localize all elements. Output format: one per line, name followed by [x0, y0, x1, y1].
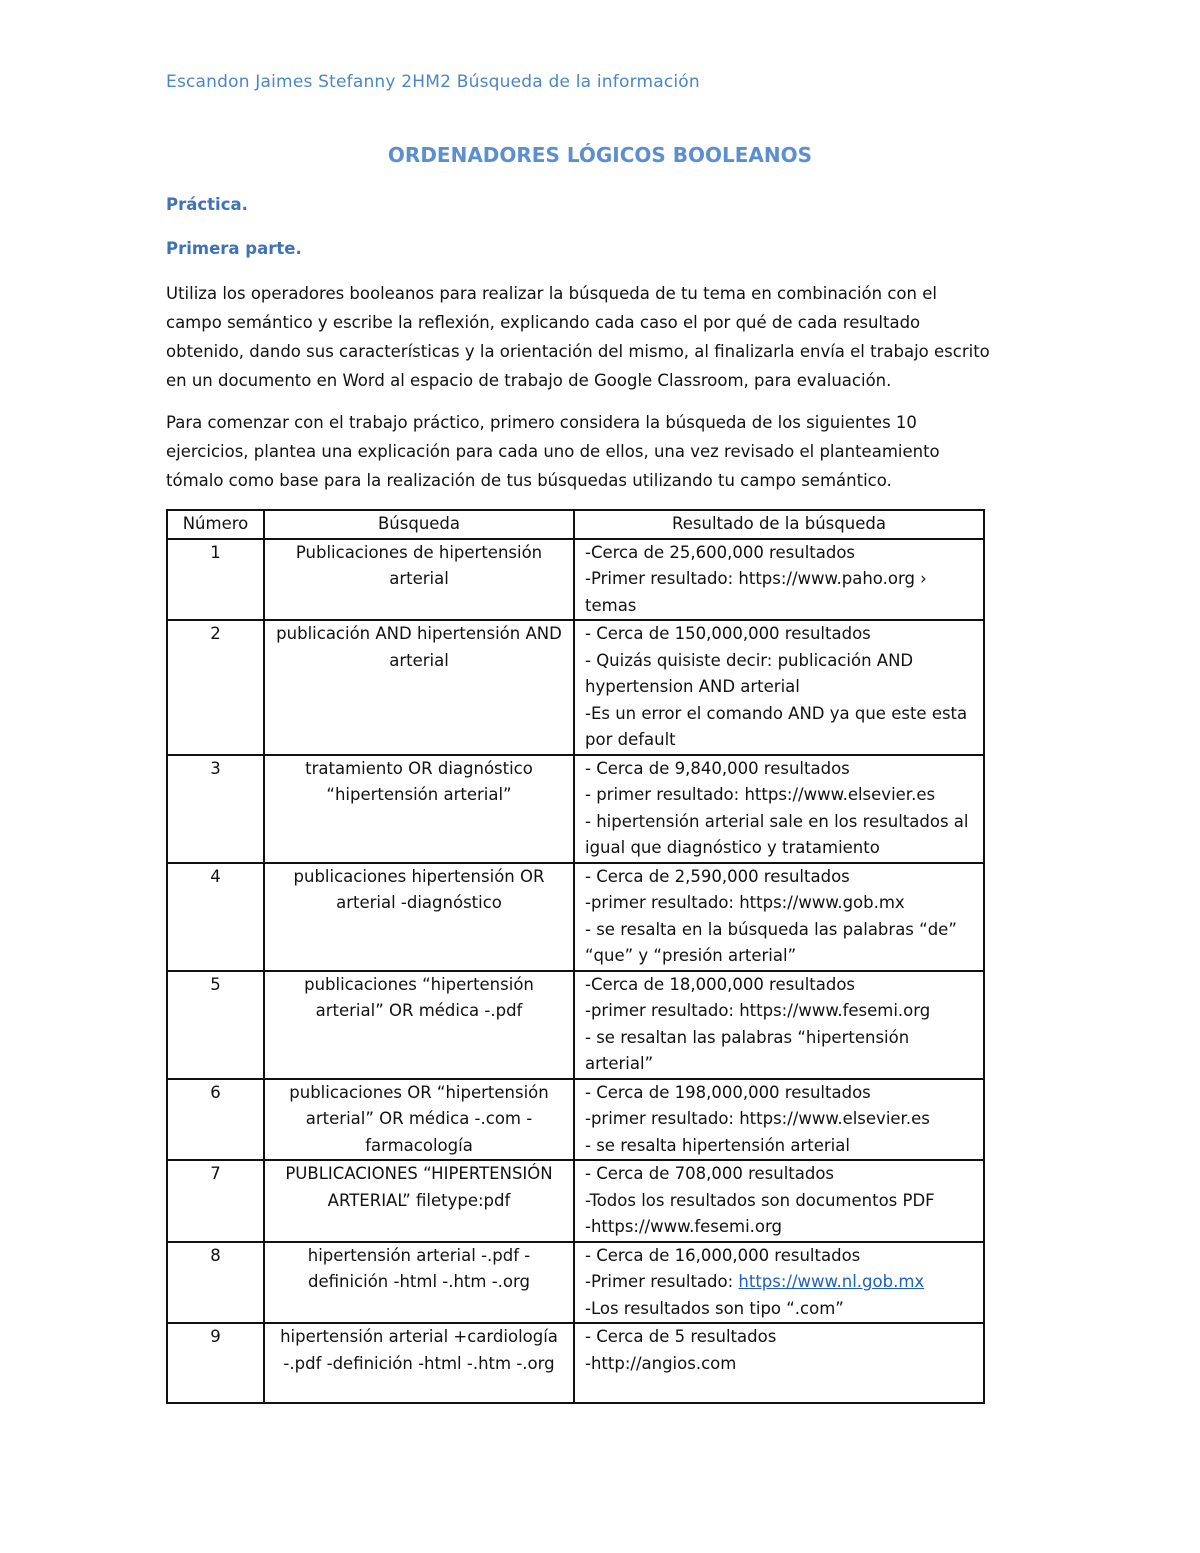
result-line: -Primer resultado: https://www.paho.org › temas — [585, 569, 927, 615]
row-result — [574, 1323, 984, 1403]
row-number: 6 — [167, 1079, 264, 1161]
result-line: -Cerca de 25,600,000 resultados — [585, 542, 856, 562]
section-practica: Práctica. — [166, 195, 248, 214]
intro-paragraph — [166, 408, 1046, 495]
row-result — [574, 539, 984, 621]
result-line: - Cerca de 9,840,000 resultados — [585, 758, 850, 778]
result-line: - Cerca de 16,000,000 resultados — [585, 1245, 861, 1265]
table-row — [167, 971, 984, 1079]
result-line: -Todos los resultados son documentos PDF — [585, 1190, 935, 1210]
row-query: publicaciones hipertensión OR arterial -diagnóstico — [264, 863, 574, 971]
row-number: 7 — [167, 1160, 264, 1242]
row-query: Publicaciones de hipertensión arterial — [264, 539, 574, 621]
row-result — [574, 620, 984, 755]
row-query: hipertensión arterial -.pdf -definición -html -.htm -.org — [264, 1242, 574, 1324]
paragraph-line: en un documento en Word al espacio de trabajo de Google Classroom, para evaluación. — [166, 371, 892, 390]
section-primera-parte: Primera parte. — [166, 239, 302, 258]
result-line — [585, 1269, 973, 1296]
result-link[interactable]: https://www.nl.gob.mx — [738, 1272, 925, 1291]
row-number: 8 — [167, 1242, 264, 1324]
paragraph-line: tómalo como base para la realización de tus búsquedas utilizando tu campo semántico. — [166, 471, 892, 490]
results-table — [166, 509, 985, 1404]
paragraph-line: Para comenzar con el trabajo práctico, primero considera la búsqueda de los siguientes 10 — [166, 413, 917, 432]
result-line: - Cerca de 2,590,000 resultados — [585, 866, 850, 886]
table-row — [167, 1242, 984, 1324]
header-resultado: Resultado de la búsqueda — [574, 510, 984, 539]
result-line: - Cerca de 5 resultados — [585, 1327, 777, 1346]
result-line: -https://www.fesemi.org — [585, 1217, 782, 1236]
row-query: publicaciones OR “hipertensión arterial” OR médica -.com -farmacología — [264, 1079, 574, 1161]
instructions-paragraph — [166, 279, 1046, 395]
table-row — [167, 620, 984, 755]
result-line: -http://angios.com — [585, 1353, 737, 1373]
row-number: 3 — [167, 755, 264, 863]
row-number: 1 — [167, 539, 264, 621]
result-line: -primer resultado: https://www.fesemi.org — [585, 1001, 931, 1020]
header-busqueda: Búsqueda — [264, 510, 574, 539]
row-result — [574, 755, 984, 863]
row-result — [574, 1079, 984, 1161]
paragraph-line: ejercicios, plantea una explicación para cada uno de ellos, una vez revisado el planteamiento — [166, 442, 940, 461]
result-line: -Los resultados son tipo “.com” — [585, 1298, 844, 1318]
table-header-row — [167, 510, 984, 539]
table-row — [167, 1160, 984, 1242]
row-number: 2 — [167, 620, 264, 755]
page-header: Escandon Jaimes Stefanny 2HM2 Búsqueda de la información — [166, 72, 700, 92]
result-label: -Primer resultado: — [585, 1272, 739, 1291]
table-row — [167, 863, 984, 971]
row-number: 4 — [167, 863, 264, 971]
result-line: -Es un error el comando AND ya que este esta por default — [585, 703, 968, 749]
paragraph-line: campo semántico y escribe la reflexión, explicando cada caso el por qué de cada resultado — [166, 313, 921, 332]
result-line: - Quizás quisiste decir: publicación AND hypertension AND arterial — [585, 650, 914, 696]
result-line: -Cerca de 18,000,000 resultados — [585, 974, 856, 994]
result-line: - Cerca de 708,000 resultados — [585, 1164, 835, 1183]
table-row — [167, 755, 984, 863]
row-query: hipertensión arterial +cardiología -.pdf -definición -html -.htm -.org — [264, 1323, 574, 1403]
row-query: tratamiento OR diagnóstico “hipertensión arterial” — [264, 755, 574, 863]
result-line: - hipertensión arterial sale en los resultados al igual que diagnóstico y tratamiento — [585, 811, 969, 857]
row-number: 9 — [167, 1323, 264, 1403]
row-query: PUBLICACIONES “HIPERTENSIÓN ARTERIAL” filetype:pdf — [264, 1160, 574, 1242]
result-line: - se resaltan las palabras “hipertensión arterial” — [585, 1027, 910, 1073]
row-result — [574, 863, 984, 971]
row-result — [574, 1242, 984, 1324]
row-number: 5 — [167, 971, 264, 1079]
row-query: publicaciones “hipertensión arterial” OR médica -.pdf — [264, 971, 574, 1079]
table-row — [167, 1323, 984, 1403]
result-line: - Cerca de 150,000,000 resultados — [585, 624, 871, 643]
header-numero: Número — [167, 510, 264, 539]
paragraph-line: obtenido, dando sus características y la orientación del mismo, al finalizarla envía el trabajo escrito — [166, 342, 990, 361]
result-line: -primer resultado: https://www.gob.mx — [585, 893, 905, 912]
table-row — [167, 1079, 984, 1161]
result-line: - primer resultado: https://www.elsevier.es — [585, 785, 936, 804]
document-title: ORDENADORES LÓGICOS BOOLEANOS — [387, 143, 813, 167]
table-row — [167, 539, 984, 621]
row-result — [574, 1160, 984, 1242]
result-line: -primer resultado: https://www.elsevier.es — [585, 1109, 930, 1128]
row-query: publicación AND hipertensión AND arterial — [264, 620, 574, 755]
result-line: - Cerca de 198,000,000 resultados — [585, 1082, 871, 1102]
paragraph-line: Utiliza los operadores booleanos para realizar la búsqueda de tu tema en combinación con el — [166, 284, 937, 303]
row-result — [574, 971, 984, 1079]
result-line: - se resalta en la búsqueda las palabras “de” “que” y “presión arterial” — [585, 919, 957, 965]
result-line: - se resalta hipertensión arterial — [585, 1135, 850, 1155]
